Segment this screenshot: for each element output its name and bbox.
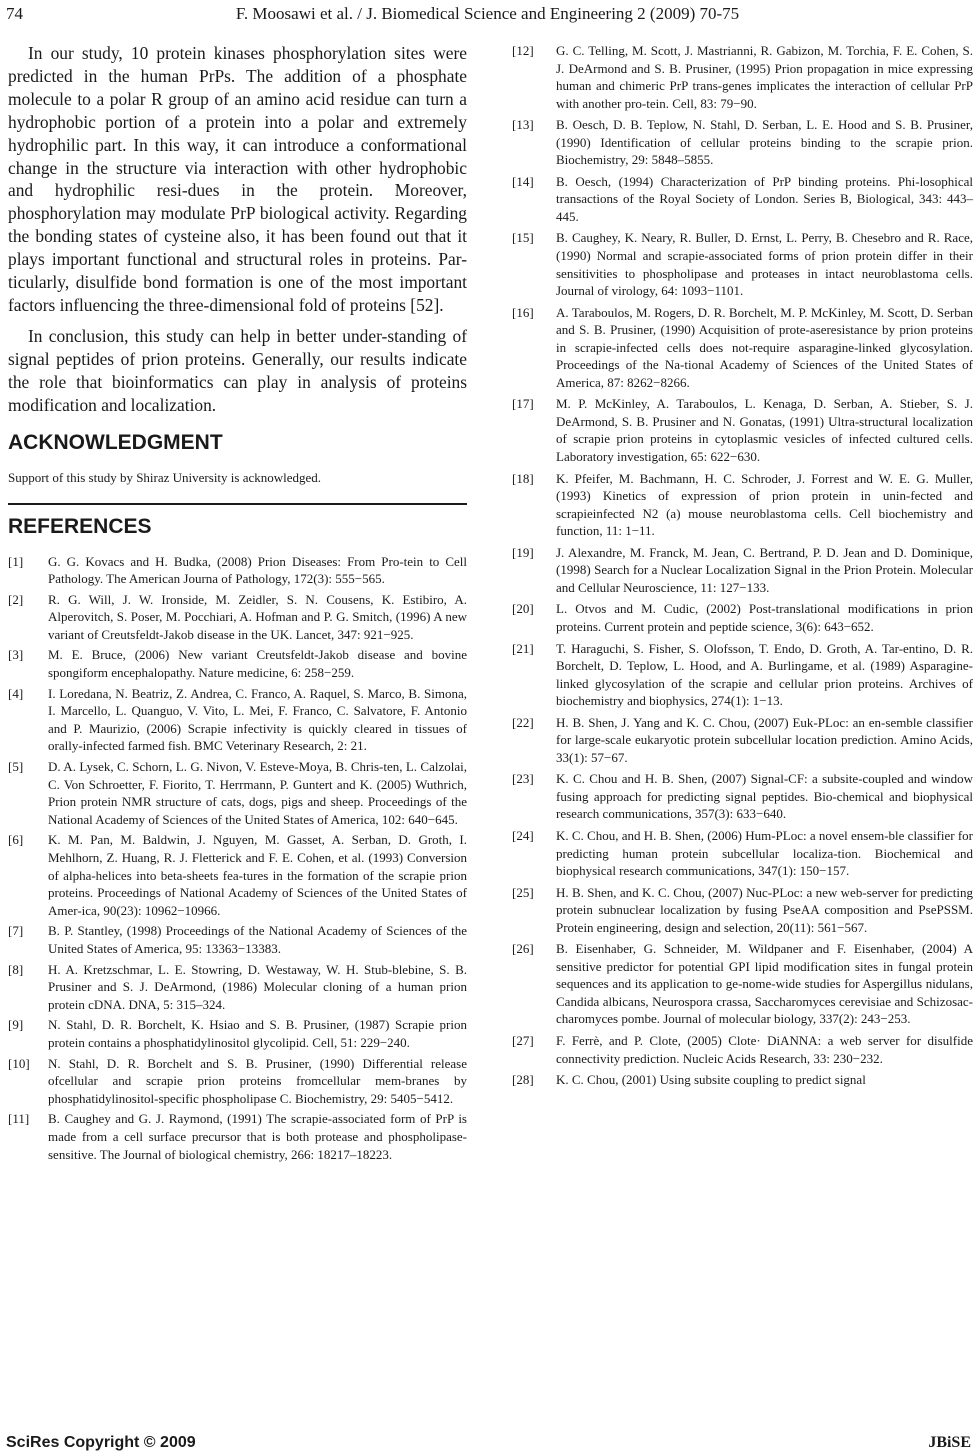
reference-text: K. C. Chou and H. B. Shen, (2007) Signal-CF: a subsite-coupled and window fusing approach for predicting signal peptides. Bio-chemical and biophysical research communications, 357(3): 633−640.: [556, 771, 973, 822]
reference-number: [22]: [512, 714, 534, 730]
reference-number: [8]: [8, 961, 24, 977]
reference-text: M. E. Bruce, (2006) New variant Creutsfeldt-Jakob disease and bovine spongiform encephalopathy. Nature medicine, 6: 258−259.: [48, 647, 467, 681]
reference-item: [512, 470, 973, 540]
reference-number: [20]: [512, 601, 534, 617]
reference-number: [9]: [8, 1017, 24, 1033]
reference-number: [2]: [8, 591, 24, 607]
reference-list-left: [8, 553, 467, 1164]
reference-text: M. P. McKinley, A. Taraboulos, L. Kenaga, D. Serban, A. Stieber, S. J. DeArmond, S. B. Prusiner and N. Gonatas, (1991) Ultra-structural localization of scrapie prion proteins in cytoplasmic vesicles of infected cultured cells. Laboratory investigation, 65: 622−630.: [556, 396, 973, 465]
reference-number: [21]: [512, 640, 534, 656]
reference-number: [25]: [512, 884, 534, 900]
reference-number: [15]: [512, 230, 534, 246]
reference-item: [512, 827, 973, 880]
reference-number: [14]: [512, 173, 534, 189]
reference-text: H. B. Shen, J. Yang and K. C. Chou, (2007) Euk-PLoc: an en-semble classifier for large-scale eukaryotic protein subcellular location prediction. Amino Acids, 33(1): 57−67.: [556, 714, 973, 765]
reference-item: [8, 831, 467, 919]
acknowledgment-text: Support of this study by Shiraz University is acknowledged.: [8, 469, 322, 485]
reference-item: [8, 961, 467, 1014]
reference-text: F. Ferrè, and P. Clote, (2005) Clote· DiANNA: a web server for disulfide connectivity prediction. Nucleic Acids Research, 33: 230−232.: [556, 1032, 973, 1066]
left-column: [8, 42, 467, 1166]
reference-item: [8, 646, 467, 681]
reference-item: [512, 884, 973, 937]
reference-item: [512, 714, 973, 767]
reference-number: [26]: [512, 941, 534, 957]
reference-item: [512, 1071, 973, 1089]
page-header: [6, 4, 969, 28]
body-paragraph: In our study, 10 protein kinases phosphorylation sites were predicted in the human PrPs. The addition of a phosphate molecule to a polar R group of an amino acid residue can turn a hydrophobic portion of a protein into a polar and extremely hydrophilic part. In this way, it can introduce a conformational change in the structure via interaction with other hydrophobic and hydrophilic resi-dues in the protein. Moreover, phosphorylation may modulate PrP biological activity. Regarding the bonding states of cysteine also, it has been found out that it plays important functional and structural roles in proteins. Par-ticularly, disulfide bond formation is one of the most important factors influencing the three-dimensional fold of proteins [52].: [8, 43, 467, 315]
reference-number: [27]: [512, 1032, 534, 1048]
reference-item: [8, 685, 467, 755]
reference-number: [3]: [8, 647, 24, 663]
reference-item: [512, 544, 973, 597]
references-heading: REFERENCES: [8, 514, 152, 538]
reference-text: K. M. Pan, M. Baldwin, J. Nguyen, M. Gasset, A. Serban, D. Groth, I. Mehlhorn, Z. Huang, R. J. Fletterick and F. E. Cohen, et al. (1993) Conversion of alpha-helices into beta-sheets fea-tures in the formation of the scrapie prion proteins. Proceedings of National Academy of Sciences of the United States of Amer-ica, 90(23): 10962−10966.: [48, 832, 467, 918]
reference-text: A. Taraboulos, M. Rogers, D. R. Borchelt, M. P. McKinley, M. Scott, D. Serban and S. B. Prusiner, (1990) Acquisition of prote-aseresistance by prion proteins in scrapie-infected cells does not-require asparagine-linked glycosylation. Proceedings of the Na-tional Academy of Sciences of the United States of America, 87: 8262−8266.: [556, 304, 973, 390]
reference-text: N. Stahl, D. R. Borchelt and S. B. Prusiner, (1990) Differential release ofcellular and scrapie prion proteins fromcellular mem-branes by phosphatidylinositol-specific phospholipase C. Biochemistry, 29: 5405−5412.: [48, 1055, 467, 1106]
reference-number: [23]: [512, 771, 534, 787]
reference-text: I. Loredana, N. Beatriz, Z. Andrea, C. Franco, A. Raquel, S. Marco, B. Simona, I. Marcello, L. Quanguo, V. Vito, L. Mei, F. Franco, C. Salvatore, F. Antonio and P. Maurizio, (2006) Scrapie infectivity is quickly cleared in tissues of orally-infected farmed fish. BMC Veterinary Research, 2: 21.: [48, 685, 467, 754]
reference-number: [10]: [8, 1055, 30, 1071]
reference-number: [24]: [512, 827, 534, 843]
reference-text: B. Oesch, D. B. Teplow, N. Stahl, D. Serban, L. E. Hood and S. B. Prusiner, (1990) Identification of cellular proteins binding to the scrapie prion. Biochemistry, 29: 5848–5855.: [556, 117, 973, 168]
running-title: F. Moosawi et al. / J. Biomedical Science and Engineering 2 (2009) 70-75: [235, 4, 740, 23]
reference-number: [28]: [512, 1072, 534, 1088]
copyright-notice: SciRes Copyright © 2009: [6, 1434, 196, 1451]
reference-item: [512, 229, 973, 299]
journal-abbreviation: JBiSE: [928, 1434, 971, 1451]
reference-item: [512, 1032, 973, 1067]
right-column: [512, 42, 973, 1093]
reference-item: [8, 758, 467, 828]
reference-number: [13]: [512, 117, 534, 133]
reference-text: L. Otvos and M. Cudic, (2002) Post-translational modifications in prion proteins. Current protein and peptide science, 3(6): 643−652.: [556, 601, 973, 634]
reference-item: [512, 395, 973, 465]
reference-text: N. Stahl, D. R. Borchelt, K. Hsiao and S. B. Prusiner, (1987) Scrapie prion protein contains a phosphatidylinositol glycolipid. Cell, 51: 229−240.: [48, 1017, 467, 1050]
reference-number: [6]: [8, 832, 24, 848]
reference-number: [17]: [512, 396, 534, 412]
reference-item: [8, 1110, 467, 1163]
reference-number: [12]: [512, 43, 534, 58]
reference-text: H. A. Kretzschmar, L. E. Stowring, D. Westaway, W. H. Stub-blebine, S. B. Prusiner and S. J. DeArmond, (1986) Molecular cloning of a human prion protein cDNA. DNA, 5: 315–324.: [48, 961, 467, 1012]
reference-number: [18]: [512, 470, 534, 486]
reference-item: [512, 640, 973, 710]
reference-item: [8, 591, 467, 644]
reference-item: [512, 940, 973, 1028]
reference-text: G. C. Telling, M. Scott, J. Mastrianni, R. Gabizon, M. Torchia, F. E. Cohen, S. J. DeArmond and S. B. Prusiner, (1995) Prion propagation in mice expressing human and chimeric PrP trans-genes implicates the interaction of cellular PrP with another pro-tein. Cell, 83: 79−90.: [556, 43, 973, 111]
reference-item: [8, 553, 467, 588]
reference-item: [8, 1016, 467, 1051]
reference-number: [11]: [8, 1111, 30, 1127]
reference-number: [5]: [8, 759, 24, 775]
reference-item: [512, 600, 973, 635]
section-divider: [8, 503, 467, 505]
reference-item: [512, 173, 973, 226]
reference-item: [8, 1055, 467, 1108]
reference-number: [19]: [512, 544, 534, 560]
reference-item: [512, 116, 973, 169]
acknowledgment-heading: ACKNOWLEDGMENT: [8, 430, 223, 454]
reference-text: H. B. Shen, and K. C. Chou, (2007) Nuc-PLoc: a new web-server for predicting protein subnuclear localization by fusing PseAA composition and PsePSSM. Protein engineering, design and selection, 20(11): 561−567.: [556, 884, 973, 935]
reference-text: B. Eisenhaber, G. Schneider, M. Wildpaner and F. Eisenhaber, (2004) A sensitive predictor for potential GPI lipid modification sites in fungal protein sequences and its application to ge-nome-wide studies for Aspergillus nidulans, Candida albicans, Neurospora crassa, Saccharomyces cerevisiae and Schizosac-charomyces pombe. Journal of molecular biology, 337(2): 243−253.: [556, 941, 973, 1027]
reference-number: [1]: [8, 553, 24, 569]
reference-number: [7]: [8, 923, 24, 939]
reference-text: R. G. Will, J. W. Ironside, M. Zeidler, S. N. Cousens, K. Estibiro, A. Alperovitch, S. Poser, M. Pocchiari, A. Hofman and P. G. Smitch, (1996) A new variant of Creutsfeldt-Jakob disease in the UK. Lancet, 347: 921−925.: [48, 591, 467, 642]
reference-text: J. Alexandre, M. Franck, M. Jean, C. Bertrand, P. D. Jean and D. Dominique, (1998) Search for a Nuclear Localization Signal in the Prion Protein. Molecular and Cellular Neuroscience, 11: 127−133.: [556, 544, 973, 595]
reference-number: [16]: [512, 304, 534, 320]
reference-item: [512, 770, 973, 823]
reference-text: K. Pfeifer, M. Bachmann, H. C. Schroder, J. Forrest and W. E. G. Muller, (1993) Kinetics of expression of prion protein in unin-fected and scrapieinfected N2 (a) mouse neuroblastoma cells. Cell biochemistry and function, 11: 1−11.: [556, 470, 973, 539]
reference-item: [8, 922, 467, 957]
reference-text: B. P. Stantley, (1998) Proceedings of the National Academy of Sciences of the United States of America, 95: 13363−13383.: [48, 923, 467, 956]
reference-text: D. A. Lysek, C. Schorn, L. G. Nivon, V. Esteve-Moya, B. Chris-ten, L. Calzolai, C. Von Schroetter, F. Fiorito, T. Herrmann, P. Guntert and K. (2005) Wuthrich, Prion protein NMR structure of cats, dogs, pigs and sheep. Proceedings of the National Academy of Sciences of the United States of America, 102: 640−645.: [48, 759, 467, 827]
reference-text: B. Caughey, K. Neary, R. Buller, D. Ernst, L. Perry, B. Chesebro and R. Race, (1990) Normal and scrapie-associated forms of prion protein differ in their sensitivities to phospholipase and proteases in intact neuroblastoma cells. Journal of virology, 64: 1093−1101.: [556, 230, 973, 299]
page-number: 74: [6, 4, 23, 23]
reference-number: [4]: [8, 685, 24, 701]
reference-text: B. Oesch, (1994) Characterization of PrP binding proteins. Phi-losophical transactions of the Royal Society of London. Series B, Biological, 343: 443–445.: [556, 173, 973, 224]
reference-text: K. C. Chou, (2001) Using subsite coupling to predict signal: [556, 1072, 866, 1088]
reference-item: [512, 304, 973, 392]
reference-item: [512, 42, 973, 112]
reference-text: K. C. Chou, and H. B. Shen, (2006) Hum-PLoc: a novel ensem-ble classifier for predicting human protein subcellular localiza-tion. Biochemical and biophysical research communications, 347(1): 150−157.: [556, 827, 974, 879]
reference-text: T. Haraguchi, S. Fisher, S. Olofsson, T. Endo, D. Groth, A. Tar-entino, D. R. Borchelt, D. Teplow, L. Hood, and A. Burlingame, et al. (1989) Asparagine-linked glycosylation of the scrapie and cellular prion proteins. Archives of biochemistry and biophysics, 274(1): 1−13.: [556, 640, 973, 709]
reference-text: B. Caughey and G. J. Raymond, (1991) The scrapie-associated form of PrP is made from a cell surface precursor that is both protease and phospholipase-sensitive. The Journal of biological chemistry, 266: 18217–18223.: [48, 1111, 467, 1162]
body-paragraph: In conclusion, this study can help in better under-standing of signal peptides of prion proteins. Generally, our results indicate the role that bioinformatics can play in analysis of proteins modification and localization.: [8, 325, 467, 415]
page-footer: [6, 1434, 971, 1454]
reference-text: G. G. Kovacs and H. Budka, (2008) Prion Diseases: From Pro-tein to Cell Pathology. The American Journa of Pathology, 172(3): 555−565.: [48, 553, 467, 587]
